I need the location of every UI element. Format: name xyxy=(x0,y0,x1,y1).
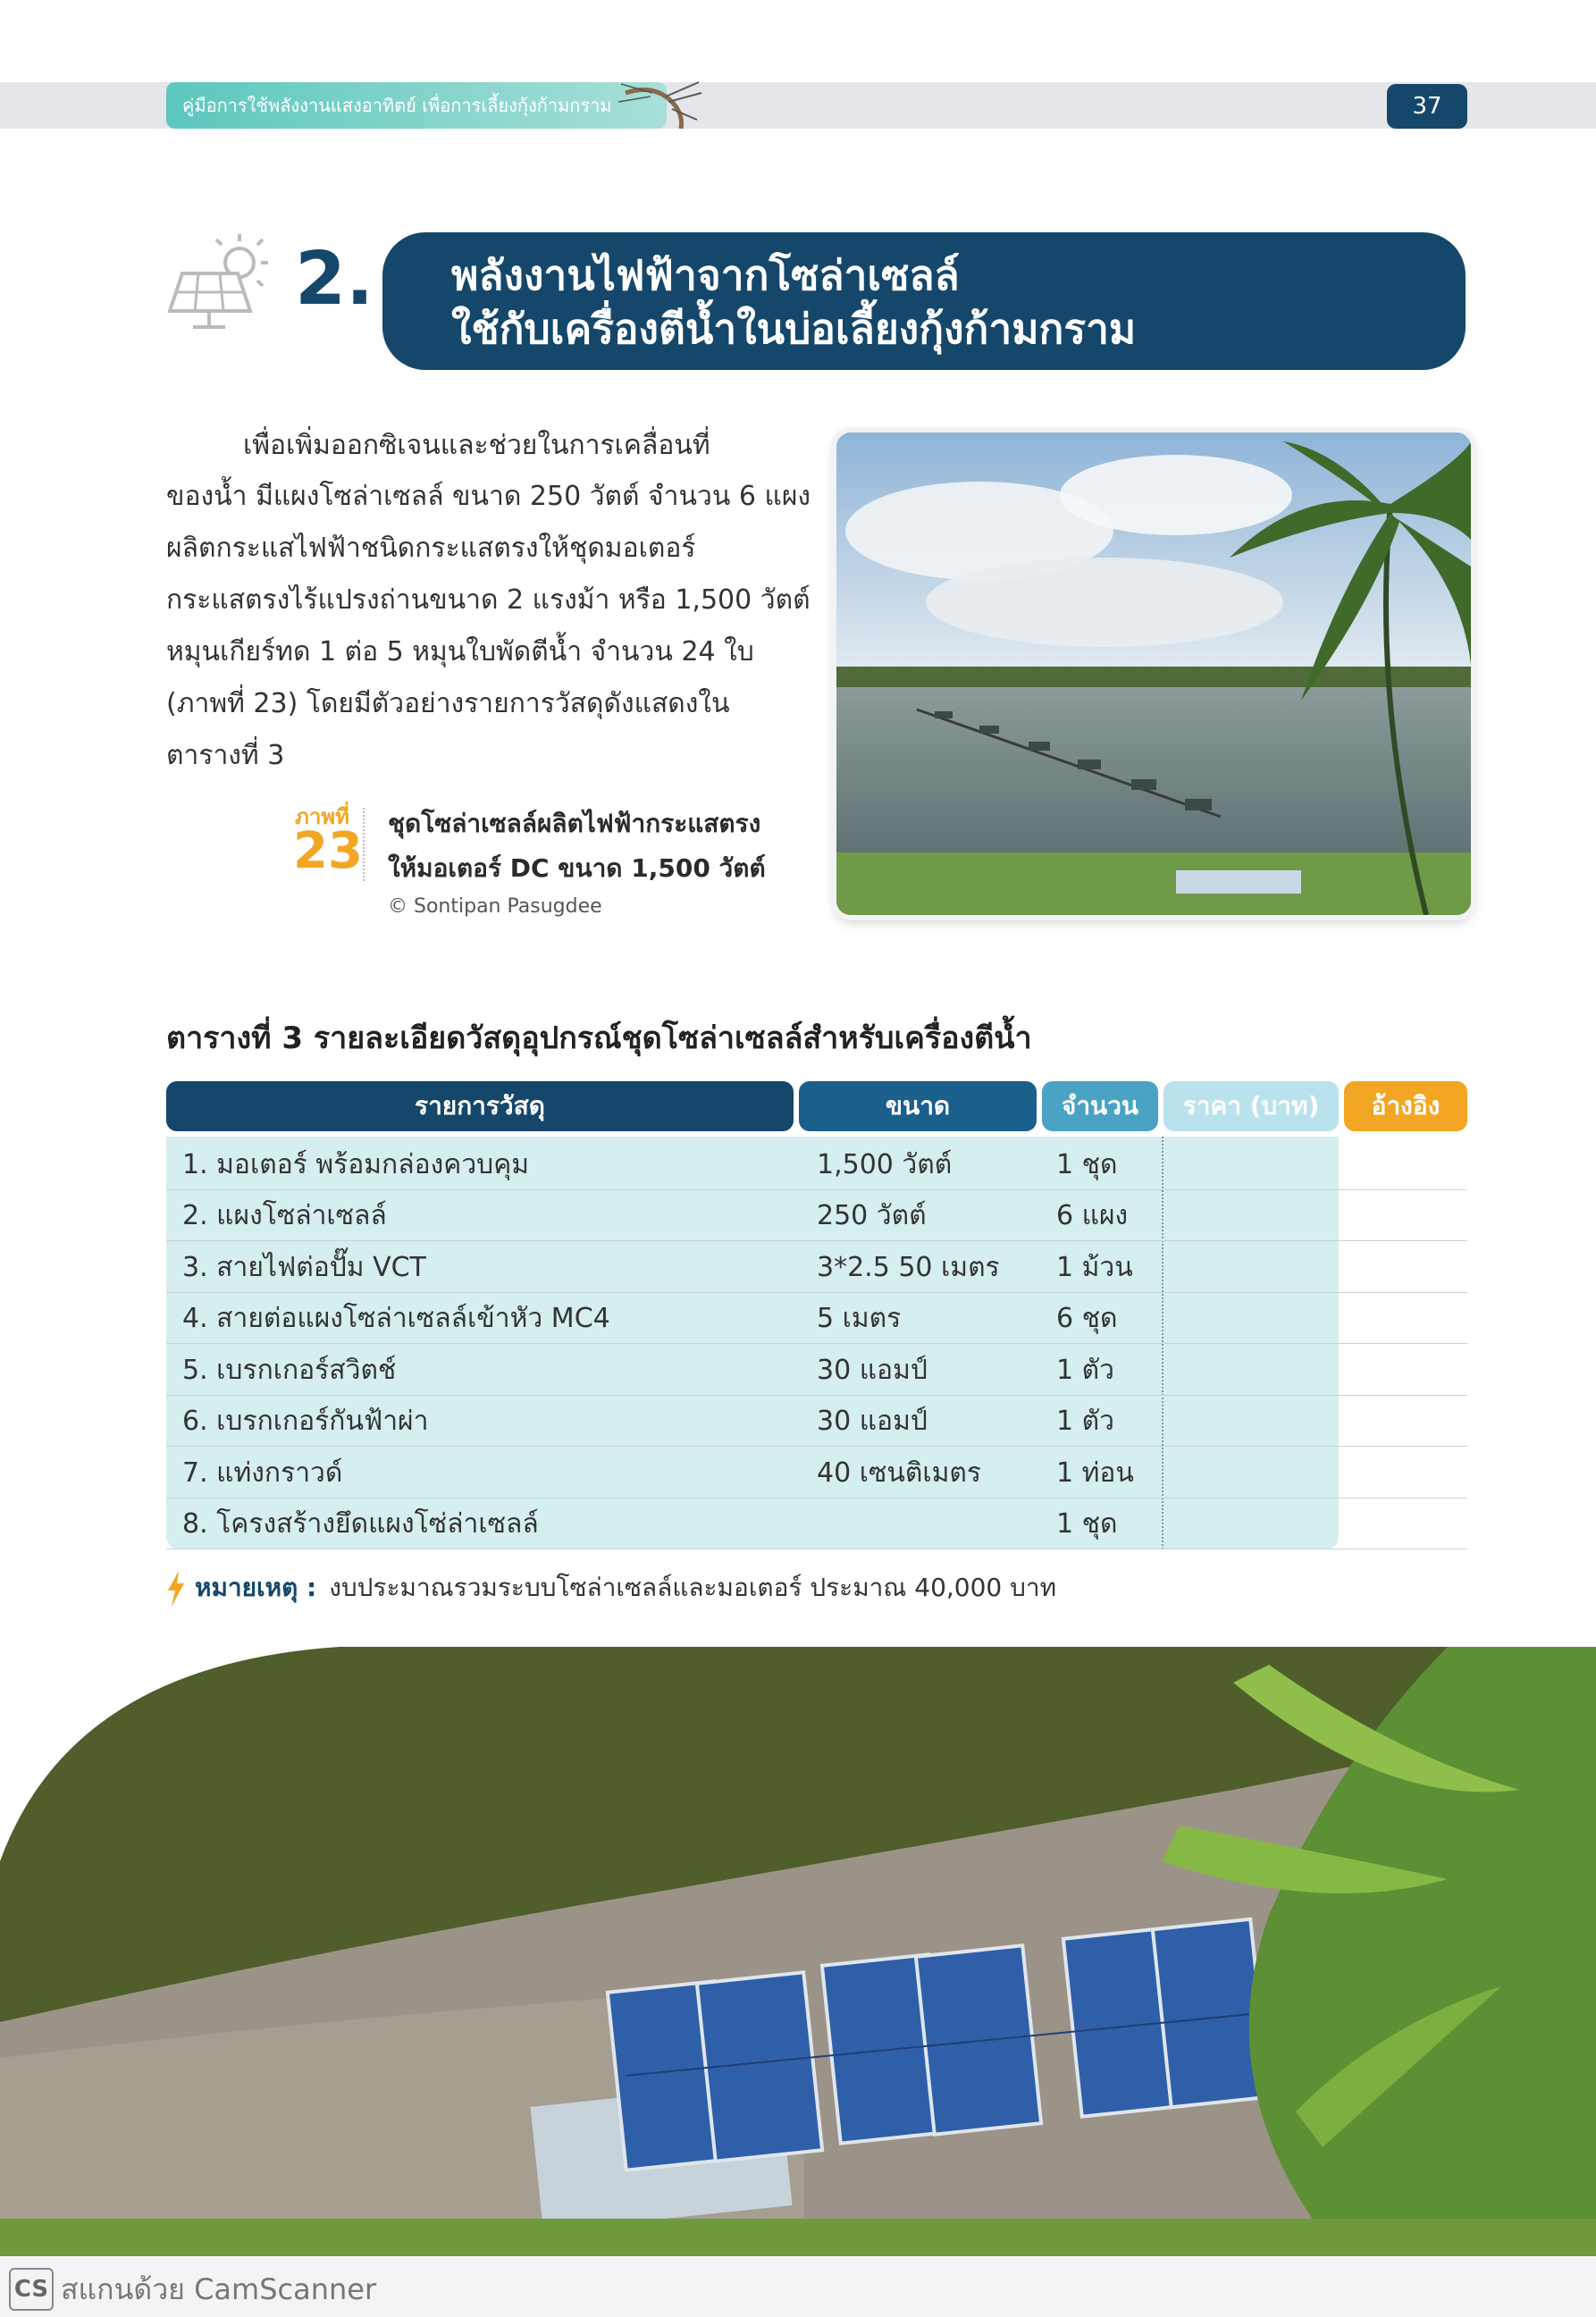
figure-number: 23 xyxy=(293,822,363,880)
figure-caption-line-1: ชุดโซล่าเซลล์ผลิตไฟฟ้ากระแสตรง xyxy=(388,809,761,838)
table-title: ตารางที่ 3 รายละเอียดวัสดุอุปกรณ์ชุดโซล่าเซลล์สำหรับเครื่องตีน้ำ xyxy=(166,1020,1032,1056)
body-line: ของน้ำ มีแผงโซล่าเซลล์ ขนาด 250 วัตต์ จำนวน 6 แผง xyxy=(166,481,811,512)
cell-size: 250 วัตต์ xyxy=(817,1200,927,1231)
caption-divider xyxy=(363,808,366,881)
note-label: หมายเหตุ : xyxy=(195,1573,317,1602)
table-row xyxy=(166,1293,1467,1344)
cell-size: 1,500 วัตต์ xyxy=(817,1149,953,1180)
table-row xyxy=(166,1190,1467,1241)
cell-qty: 1 ชุด xyxy=(1056,1508,1118,1540)
table-row xyxy=(166,1139,1467,1190)
cell-qty: 1 ตัว xyxy=(1056,1355,1114,1386)
aerial-solar-photo xyxy=(0,1647,1596,2256)
shrimp-icon xyxy=(617,66,706,141)
column-header-reference: อ้างอิง xyxy=(1344,1081,1467,1131)
photo-credit: © Sontipan Pasugdee xyxy=(388,895,602,918)
cell-item: 6. เบรกเกอร์กันฟ้าผ่า xyxy=(182,1406,429,1437)
cell-item: 5. เบรกเกอร์สวิตช์ xyxy=(182,1355,397,1386)
cell-qty: 1 ชุด xyxy=(1056,1149,1118,1180)
camscanner-logo: CS xyxy=(9,2268,54,2311)
body-line: กระแสตรงไร้แปรงถ่านขนาด 2 แรงม้า หรือ 1,500 วัตต์ xyxy=(166,584,811,616)
cell-qty: 1 ตัว xyxy=(1056,1406,1114,1437)
figure-caption-line-2: ให้มอเตอร์ DC ขนาด 1,500 วัตต์ xyxy=(388,853,766,883)
body-line: ตารางที่ 3 xyxy=(166,740,285,771)
body-line: เพื่อเพิ่มออกซิเจนและช่วยในการเคลื่อนที่ xyxy=(243,430,710,461)
cell-size: 40 เซนติเมตร xyxy=(817,1457,981,1489)
pond-photo xyxy=(836,432,1471,915)
cell-item: 8. โครงสร้างยึดแผงโซ่ล่าเซลล์ xyxy=(182,1508,539,1540)
table-row xyxy=(166,1242,1467,1293)
column-header-size: ขนาด xyxy=(799,1081,1037,1131)
cell-size: 30 แอมป์ xyxy=(817,1355,928,1386)
cell-size: 30 แอมป์ xyxy=(817,1406,928,1437)
table-row xyxy=(166,1448,1467,1498)
section-title-line-2: ใช้กับเครื่องตีน้ำในบ่อเลี้ยงกุ้งก้ามกราม xyxy=(451,305,1137,353)
cell-size: 3*2.5 50 เมตร xyxy=(817,1252,1000,1283)
column-header-qty: จำนวน xyxy=(1042,1081,1158,1131)
page-number: 37 xyxy=(1387,84,1467,129)
cell-size: 5 เมตร xyxy=(817,1303,902,1334)
camscanner-text: สแกนด้วย CamScanner xyxy=(61,2272,377,2306)
column-header-price: ราคา (บาท) xyxy=(1163,1081,1339,1131)
lightning-icon xyxy=(166,1571,186,1607)
figure-label: ภาพที่ xyxy=(295,804,349,829)
cell-item: 2. แผงโซล่าเซลล์ xyxy=(182,1200,387,1231)
cell-qty: 1 ท่อน xyxy=(1056,1457,1134,1489)
solar-panel-icon xyxy=(164,225,272,332)
table-row xyxy=(166,1396,1467,1447)
note-text: งบประมาณรวมระบบโซล่าเซลล์และมอเตอร์ ประมาณ 40,000 บาท xyxy=(329,1573,1057,1602)
cell-qty: 6 แผง xyxy=(1056,1200,1129,1231)
table-row xyxy=(166,1345,1467,1396)
cell-qty: 1 ม้วน xyxy=(1056,1252,1133,1283)
cell-item: 1. มอเตอร์ พร้อมกล่องควบคุม xyxy=(182,1149,530,1180)
table-row xyxy=(166,1498,1467,1549)
cell-item: 3. สายไฟต่อปั๊ม VCT xyxy=(182,1252,426,1283)
guide-title: คู่มือการใช้พลังงานแสงอาทิตย์ เพื่อการเลี้ยงกุ้งก้ามกราม xyxy=(166,82,667,129)
body-line: (ภาพที่ 23) โดยมีตัวอย่างรายการวัสดุดังแสดงใน xyxy=(166,688,730,719)
body-line: หมุนเกียร์ทด 1 ต่อ 5 หมุนใบพัดตีน้ำ จำนวน 24 ใบ xyxy=(166,636,754,667)
body-line: ผลิตกระแสไฟฟ้าชนิดกระแสตรงให้ชุดมอเตอร์ xyxy=(166,533,696,564)
cell-item: 4. สายต่อแผงโซล่าเซลล์เข้าหัว MC4 xyxy=(182,1303,610,1334)
column-header-item: รายการวัสดุ xyxy=(166,1081,794,1131)
cell-item: 7. แท่งกราวด์ xyxy=(182,1457,343,1489)
section-number: 2. xyxy=(295,237,374,322)
table-note xyxy=(166,1566,1056,1610)
cell-qty: 6 ชุด xyxy=(1056,1303,1118,1334)
section-title-line-1: พลังงานไฟฟ้าจากโซล่าเซลล์ xyxy=(451,251,960,299)
